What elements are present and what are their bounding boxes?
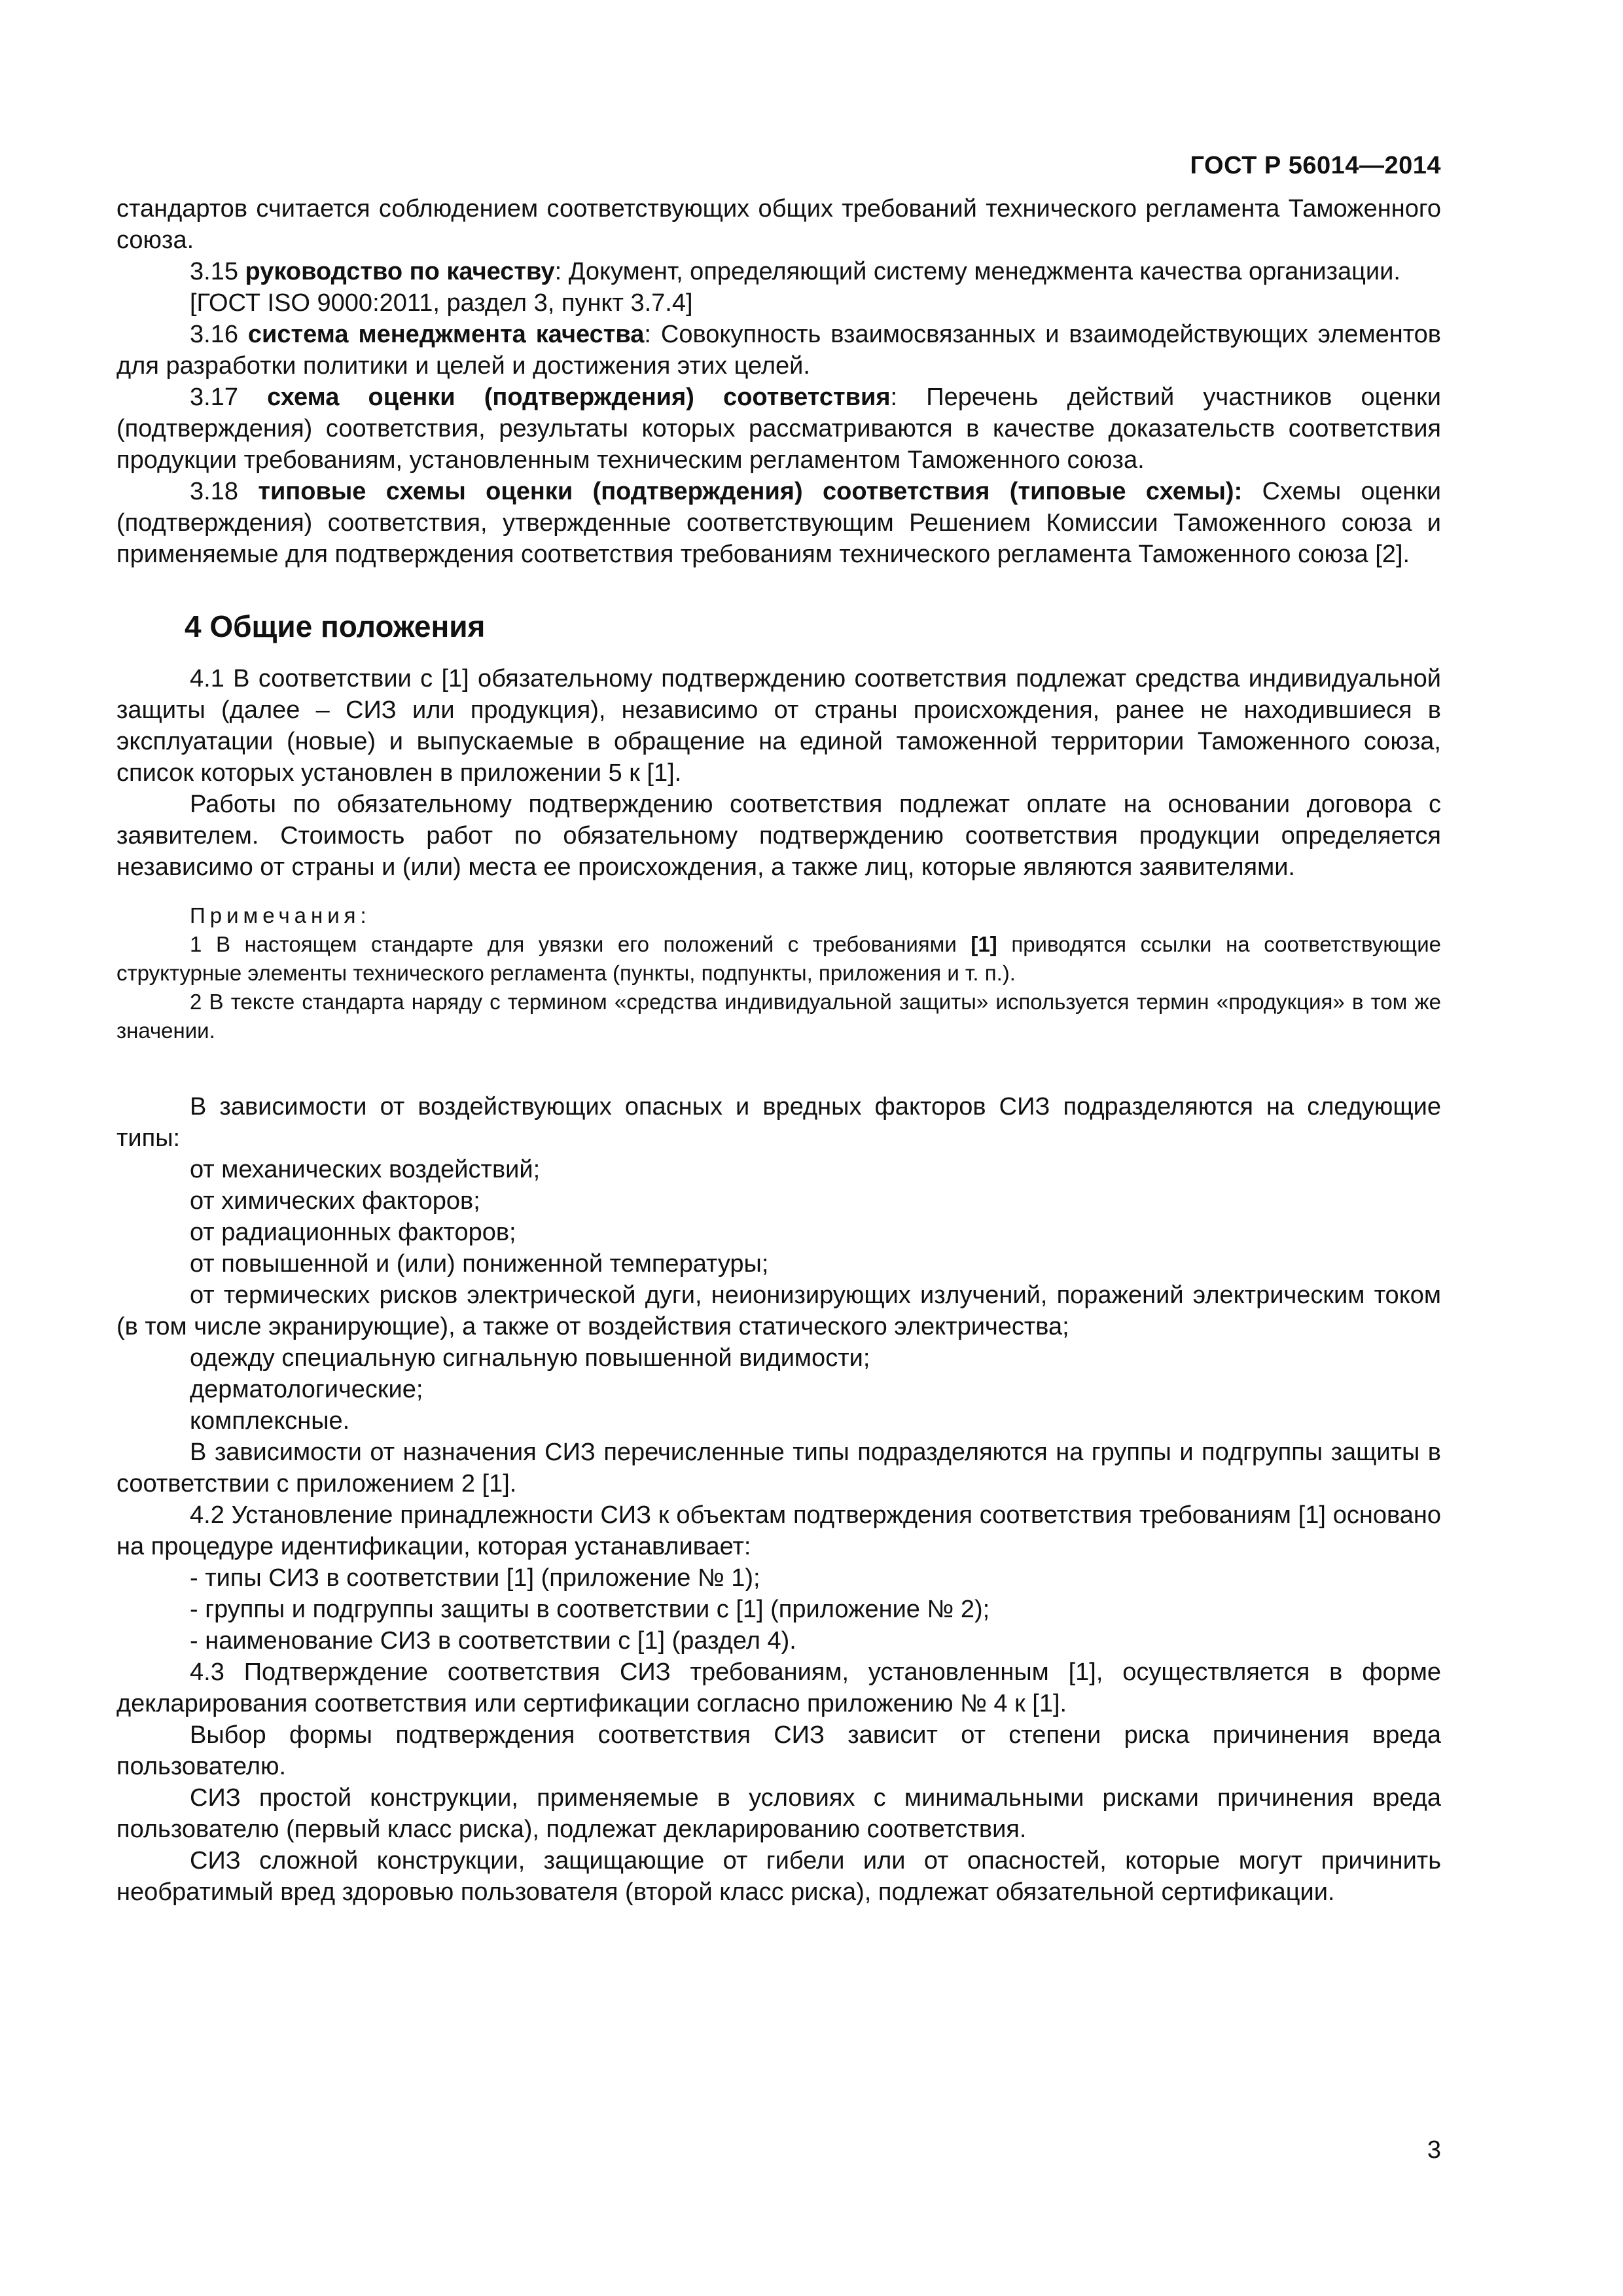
note-1 — [116, 930, 1441, 988]
spacer — [116, 883, 1441, 901]
list-item: - группы и подгруппы защиты в соответствии с [1] (приложение № 2); — [190, 1596, 990, 1623]
notes-heading: Примечания: — [190, 903, 371, 927]
term-3-18 — [116, 476, 1441, 570]
list-item: от радиационных факторов; — [190, 1219, 516, 1246]
term-number: 3.17 — [190, 384, 268, 411]
term-number: 3.16 — [190, 321, 248, 348]
page-body — [116, 193, 1441, 1908]
term-definition: : Совокупность взаимосвязанных и взаимодействующих элементов для разработки политики и целей и достижения этих целей. — [116, 321, 1441, 380]
term-definition: Схемы оценки (подтверждения) соответствия, утвержденные соответствующим Решением Комиссии Таможенного союза и применяемые для подтверждения соответствия требованиям технического регламента Таможенного союза [2]. — [116, 478, 1441, 568]
term-definition: : Документ, определяющий систему менеджмента качества организации. — [554, 258, 1400, 285]
list-item: одежду специальную сигнальную повышенной видимости; — [190, 1344, 870, 1372]
paragraph-4-1: 4.1 В соответствии с [1] обязательному подтверждению соответствия подлежат средства индивидуальной защиты (далее – СИЗ или продукция), независимо от страны происхождения, ранее не находившиеся в эксплуатации (новые) и выпускаемые в обращение на единой таможенной территории Таможенного союза, список которых установлен в приложении 5 к [1]. — [116, 665, 1441, 787]
paragraph-types-intro: В зависимости от воздействующих опасных и вредных факторов СИЗ подразделяются на следующие типы: — [116, 1093, 1441, 1152]
paragraph-4-3-choice: Выбор формы подтверждения соответствия СИЗ зависит от степени риска причинения вреда пользователю. — [116, 1721, 1441, 1780]
term-number: 3.18 — [190, 478, 259, 505]
list-item: дерматологические; — [190, 1376, 423, 1403]
spacer — [116, 570, 1441, 608]
note-1-text: 1 В настоящем стандарте для увязки его положений с требованиями — [190, 932, 971, 956]
section-4-title: 4 Общие положения — [185, 609, 486, 643]
note-1-reference: [1] — [971, 932, 997, 956]
list-item: от повышенной и (или) пониженной температуры; — [190, 1250, 769, 1278]
term-3-17 — [116, 382, 1441, 476]
page-number: 3 — [1427, 2136, 1441, 2164]
list-item: - типы СИЗ в соответствии [1] (приложение № 1); — [190, 1564, 760, 1592]
list-item: от механических воздействий; — [190, 1156, 541, 1183]
paragraph-4-3: 4.3 Подтверждение соответствия СИЗ требованиям, установленным [1], осуществляется в форме декларирования соответствия или сертификации согласно приложению № 4 к [1]. — [116, 1659, 1441, 1717]
paragraph-groups: В зависимости от назначения СИЗ перечисленные типы подразделяются на группы и подгруппы защиты в соответствии с приложением 2 [1]. — [116, 1439, 1441, 1498]
spacer — [116, 1045, 1441, 1091]
paragraph-4-3-complex: СИЗ сложной конструкции, защищающие от гибели или от опасностей, которые могут причинить необратимый вред здоровью пользователя (второй класс риска), подлежат обязательной сертификации. — [116, 1847, 1441, 1906]
notes-block — [116, 901, 1441, 1045]
term-name: типовые схемы оценки (подтверждения) соответствия (типовые схемы): — [258, 478, 1243, 505]
term-3-15 — [116, 256, 1441, 287]
note-2: 2 В тексте стандарта наряду с термином «средства индивидуальной защиты» используется термин «продукция» в том же значении. — [116, 990, 1441, 1043]
list-item: от химических факторов; — [190, 1187, 480, 1215]
list-item: - наименование СИЗ в соответствии с [1] (раздел 4). — [190, 1627, 796, 1655]
list-item: от термических рисков электрической дуги, неионизирующих излучений, поражений электрическим током (в том числе экранирующие), а также от воздействия статического электричества; — [116, 1282, 1441, 1340]
note-1-text-end: приводятся ссылки на соответствующие структурные элементы технического регламента (пункты, подпункты, приложения и т. п.). — [116, 932, 1441, 985]
paragraph-4-1-payment: Работы по обязательному подтверждению соответствия подлежат оплате на основании договора с заявителем. Стоимость работ по обязательному подтверждению соответствия продукции определяется независимо от страны и (или) места ее происхождения, а также лиц, которые являются заявителями. — [116, 791, 1441, 881]
term-name: схема оценки (подтверждения) соответствия — [267, 384, 891, 411]
spacer — [116, 645, 1441, 663]
paragraph-4-2: 4.2 Установление принадлежности СИЗ к объектам подтверждения соответствия требованиям [1] основано на процедуре идентификации, которая устанавливает: — [116, 1501, 1441, 1560]
term-definition: : Перечень действий участников оценки (подтверждения) соответствия, результаты которых рассматриваются в качестве доказательств соответствия продукции требованиям, установленным техническим регламентом Таможенного союза. — [116, 384, 1441, 474]
paragraph-continuation: стандартов считается соблюдением соответствующих общих требований технического регламента Таможенного союза. — [116, 195, 1441, 254]
list-item: комплексные. — [190, 1407, 350, 1435]
term-3-16 — [116, 319, 1441, 382]
term-name: система менеджмента качества — [247, 321, 645, 348]
term-3-15-reference: [ГОСТ ISO 9000:2011, раздел 3, пункт 3.7.4] — [190, 289, 693, 317]
term-name: руководство по качеству — [245, 258, 555, 285]
term-number: 3.15 — [190, 258, 245, 285]
document-code-header: ГОСТ Р 56014—2014 — [1190, 152, 1441, 179]
paragraph-4-3-simple: СИЗ простой конструкции, применяемые в условиях с минимальными рисками причинения вреда пользователю (первый класс риска), подлежат декларированию соответствия. — [116, 1784, 1441, 1843]
